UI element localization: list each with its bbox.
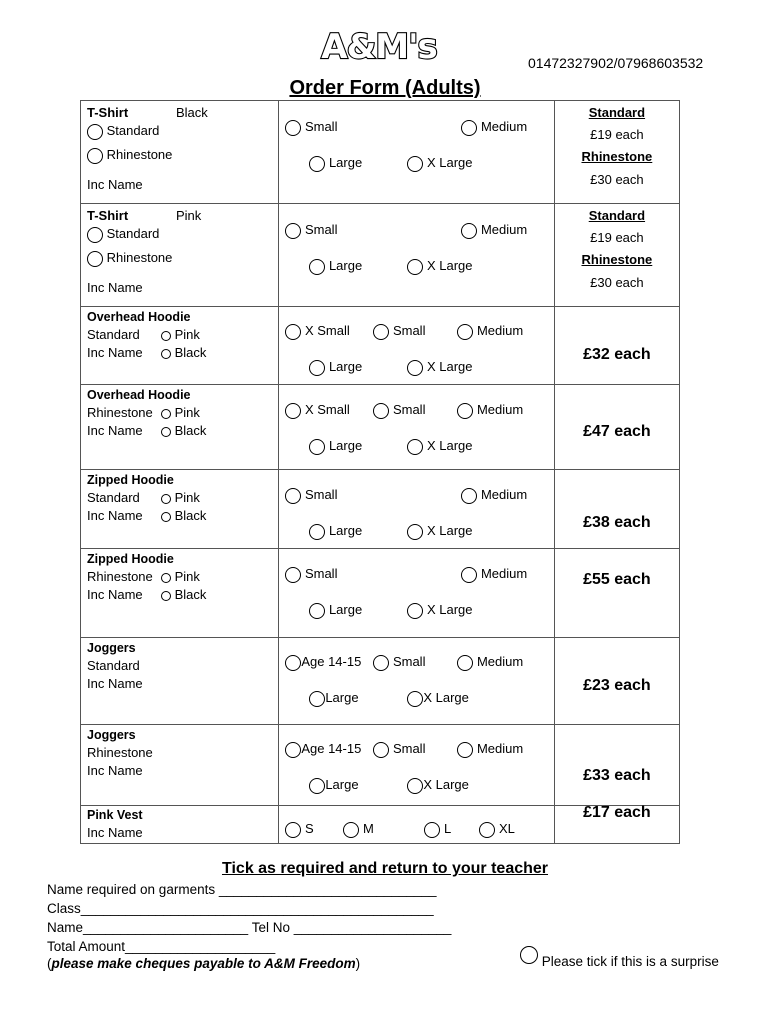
cheque-note: (please make cheques payable to A&M Freedom) (47, 956, 361, 971)
product-name: Joggers (87, 641, 136, 655)
product-style: Standard (87, 327, 140, 342)
radio-size-age-14-15[interactable] (285, 742, 301, 758)
price: £32 each (583, 346, 651, 363)
price: £33 each (583, 767, 651, 784)
radio-pink[interactable] (161, 409, 171, 419)
radio-size-medium[interactable] (457, 403, 473, 419)
product-style: Standard (87, 490, 140, 505)
radio-size-s[interactable] (285, 822, 301, 838)
price-rhinestone-label: Rhinestone (581, 149, 653, 164)
price-rhinestone-label: Rhinestone (581, 252, 653, 267)
radio-size-medium[interactable] (461, 223, 477, 239)
row-tshirt-black: T-Shirt Black Standard Rhinestone Inc Name Small Medium Large X Large Standard £19 each Rhinestone £30 each (81, 101, 680, 204)
radio-size-age-14-15[interactable] (285, 655, 301, 671)
row-tshirt-pink: T-Shirt Pink Standard Rhinestone Inc Name Small Medium Large X Large Standard £19 each Rhinestone £30 each (81, 204, 680, 307)
radio-size-medium[interactable] (461, 120, 477, 136)
inc-name: Inc Name (87, 763, 143, 778)
radio-size-large[interactable] (309, 778, 325, 794)
product-name: Overhead Hoodie (87, 388, 191, 402)
radio-black[interactable] (161, 512, 171, 522)
row-overhead-hoodie-rhinestone: Overhead Hoodie Rhinestone Pink Inc Name Black X Small Small Medium Large X Large £47 each (81, 385, 680, 470)
product-name: Joggers (87, 728, 136, 742)
radio-standard[interactable] (87, 227, 103, 243)
page-title: Order Form (Adults) (289, 77, 481, 99)
price: £38 each (583, 514, 651, 531)
radio-rhinestone[interactable] (87, 251, 103, 267)
return-instructions: Tick as required and return to your teacher (221, 860, 549, 877)
radio-size-large[interactable] (309, 156, 325, 172)
price-standard-label: Standard (588, 208, 646, 223)
product-name: T-Shirt (87, 105, 129, 120)
radio-size-xsmall[interactable] (285, 403, 301, 419)
price-rhinestone: £30 each (590, 275, 644, 290)
surprise-option: Please tick if this is a surprise (520, 946, 719, 964)
radio-size-small[interactable] (373, 403, 389, 419)
radio-size-small[interactable] (373, 742, 389, 758)
radio-size-medium[interactable] (457, 655, 473, 671)
price: £47 each (583, 423, 651, 440)
radio-size-medium[interactable] (457, 742, 473, 758)
total-amount-field[interactable]: Total Amount____________________ (47, 939, 276, 954)
radio-size-small[interactable] (285, 120, 301, 136)
radio-size-medium[interactable] (461, 488, 477, 504)
radio-size-small[interactable] (373, 324, 389, 340)
radio-black[interactable] (161, 349, 171, 359)
price: £55 each (583, 571, 651, 588)
radio-size-l[interactable] (424, 822, 440, 838)
radio-size-xlarge[interactable] (407, 360, 423, 376)
inc-name: Inc Name (87, 676, 143, 691)
radio-surprise[interactable] (520, 946, 538, 964)
phone-numbers: 01472327902/07968603532 (528, 55, 704, 71)
svg-text:A&M's: A&M's (321, 27, 437, 66)
product-name: Zipped Hoodie (87, 552, 174, 566)
radio-size-small[interactable] (285, 488, 301, 504)
inc-name: Inc Name (87, 825, 143, 840)
price-standard-label: Standard (588, 105, 646, 120)
radio-size-xlarge[interactable] (407, 691, 423, 707)
order-table (80, 100, 680, 844)
radio-size-small[interactable] (285, 223, 301, 239)
product-name: Overhead Hoodie (87, 310, 191, 324)
product-name: Zipped Hoodie (87, 473, 174, 487)
inc-name: Inc Name (87, 280, 143, 295)
radio-size-xl[interactable] (479, 822, 495, 838)
product-colour: Pink (176, 208, 202, 223)
inc-name: Inc Name (87, 423, 143, 438)
price: £17 each (583, 804, 651, 821)
inc-name: Inc Name (87, 177, 143, 192)
radio-size-large[interactable] (309, 603, 325, 619)
radio-rhinestone[interactable] (87, 148, 103, 164)
radio-size-large[interactable] (309, 439, 325, 455)
radio-size-small[interactable] (373, 655, 389, 671)
radio-size-xlarge[interactable] (407, 603, 423, 619)
price-rhinestone: £30 each (590, 172, 644, 187)
radio-size-large[interactable] (309, 524, 325, 540)
radio-size-large[interactable] (309, 360, 325, 376)
radio-pink[interactable] (161, 494, 171, 504)
radio-size-large[interactable] (309, 259, 325, 275)
radio-black[interactable] (161, 591, 171, 601)
product-name: Pink Vest (87, 808, 143, 822)
price-standard: £19 each (590, 127, 644, 142)
name-tel-field[interactable]: Name______________________ Tel No _____________________ (47, 920, 452, 935)
row-zipped-hoodie-standard: Zipped Hoodie Standard Pink Inc Name Black Small Medium Large X Large £38 each (81, 470, 680, 549)
price-standard: £19 each (590, 230, 644, 245)
radio-size-medium[interactable] (461, 567, 477, 583)
row-overhead-hoodie-standard: Overhead Hoodie Standard Pink Inc Name Black X Small Small Medium Large X Large £32 each (81, 307, 680, 385)
radio-pink[interactable] (161, 331, 171, 341)
radio-pink[interactable] (161, 573, 171, 583)
product-name: T-Shirt (87, 208, 129, 223)
radio-size-large[interactable] (309, 691, 325, 707)
radio-size-m[interactable] (343, 822, 359, 838)
radio-size-xsmall[interactable] (285, 324, 301, 340)
row-zipped-hoodie-rhinestone: Zipped Hoodie Rhinestone Pink Inc Name Black Small Medium Large X Large £55 each (81, 549, 680, 638)
price: £23 each (583, 677, 651, 694)
radio-size-medium[interactable] (457, 324, 473, 340)
radio-size-xlarge[interactable] (407, 156, 423, 172)
class-field[interactable]: Class_______________________________________________ (47, 901, 434, 916)
radio-size-xlarge[interactable] (407, 439, 423, 455)
radio-size-small[interactable] (285, 567, 301, 583)
radio-size-xlarge[interactable] (407, 778, 423, 794)
radio-black[interactable] (161, 427, 171, 437)
inc-name: Inc Name (87, 345, 143, 360)
product-style: Rhinestone (87, 405, 153, 420)
radio-standard[interactable] (87, 124, 103, 140)
row-joggers-standard: Joggers Standard Inc Name Age 14-15 Small Medium Large X Large £23 each (81, 638, 680, 725)
inc-name: Inc Name (87, 508, 143, 523)
product-style: Rhinestone (87, 569, 153, 584)
product-style: Rhinestone (87, 745, 153, 760)
row-pink-vest: Pink Vest Inc Name S M L XL £17 each (81, 806, 680, 844)
product-style: Standard (87, 658, 140, 673)
radio-size-xlarge[interactable] (407, 259, 423, 275)
am-logo (305, 22, 453, 66)
radio-size-xlarge[interactable] (407, 524, 423, 540)
product-colour: Black (176, 105, 208, 120)
row-joggers-rhinestone: Joggers Rhinestone Inc Name Age 14-15 Small Medium Large X Large £33 each (81, 725, 680, 806)
inc-name: Inc Name (87, 587, 143, 602)
name-on-garments-field[interactable]: Name required on garments _____________________________ (47, 882, 437, 897)
